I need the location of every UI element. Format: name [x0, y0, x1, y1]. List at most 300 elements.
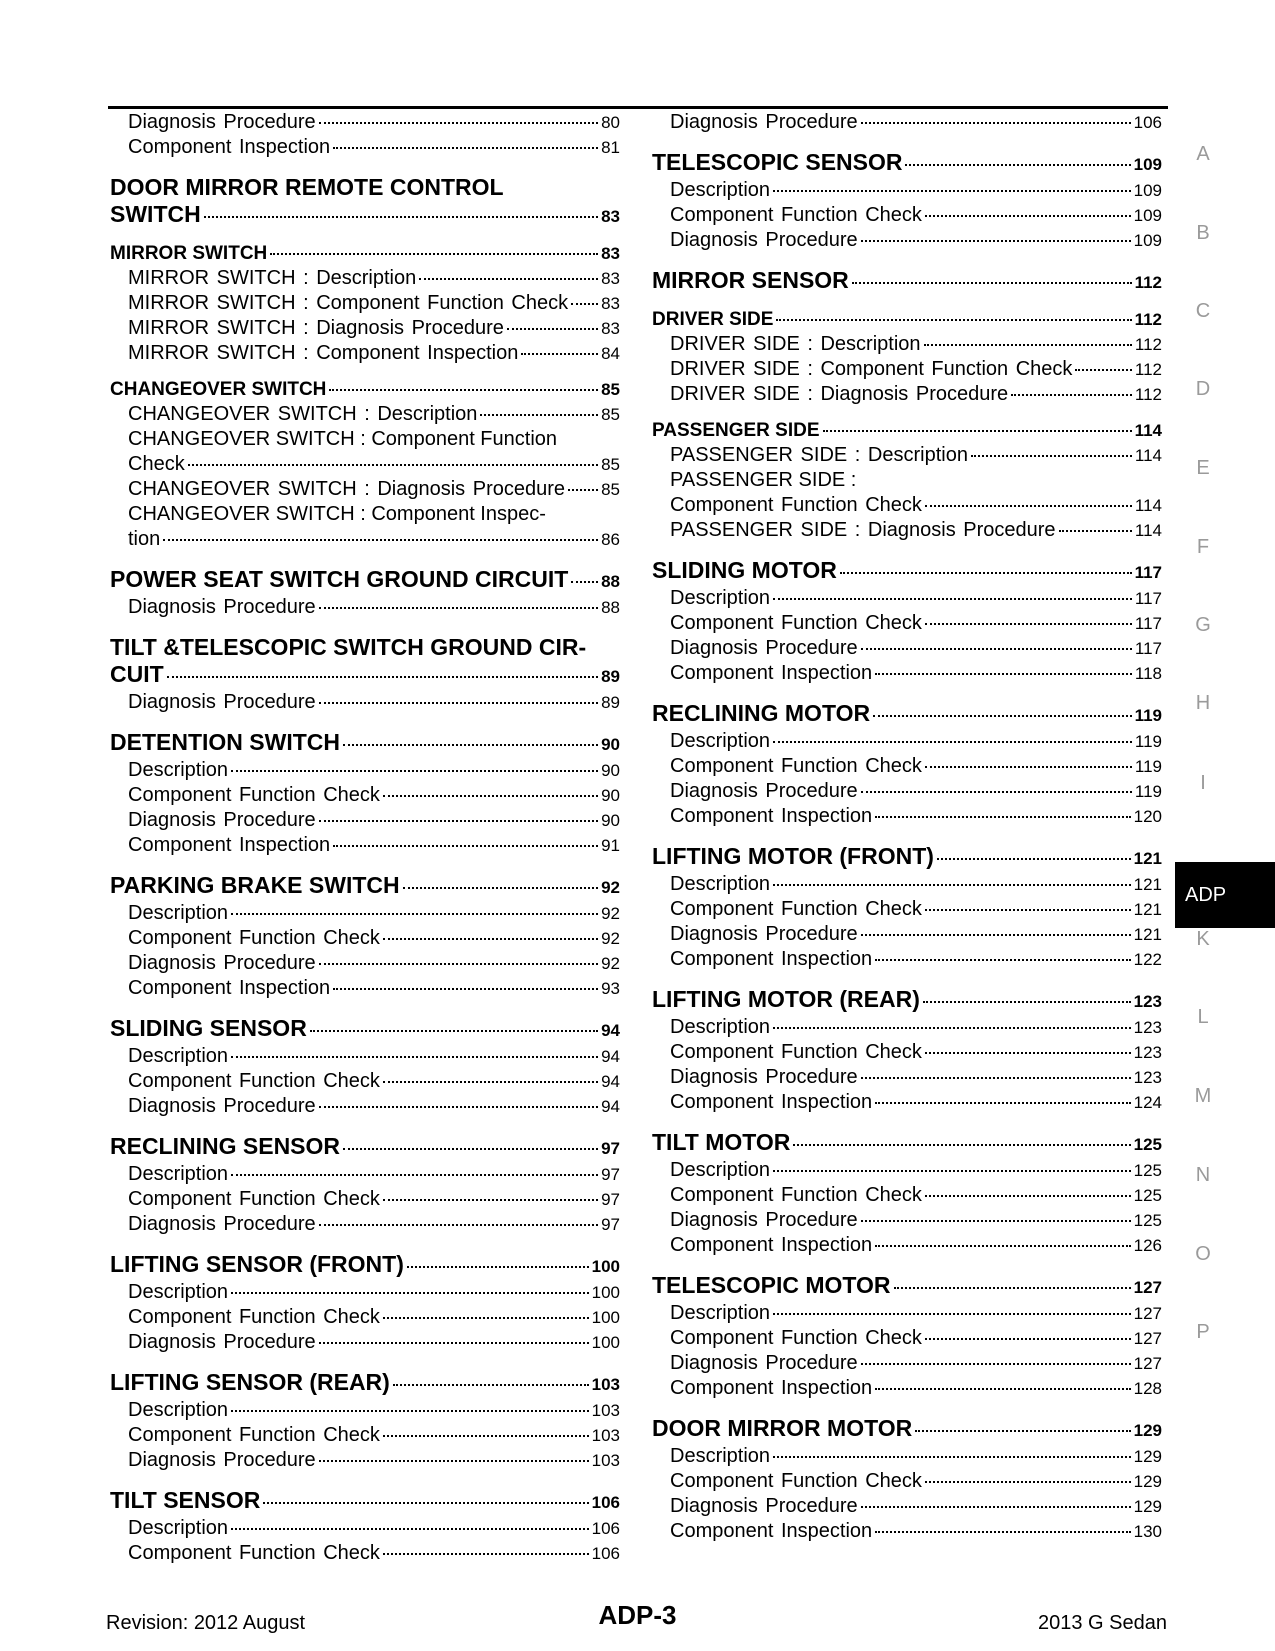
toc-page-number: 112 [1134, 310, 1162, 329]
toc-entry[interactable] [652, 1301, 1162, 1326]
toc-entry-label: LIFTING MOTOR (FRONT) [652, 843, 934, 869]
toc-entry-label: Description [670, 873, 771, 895]
toc-entry-label: Description [128, 759, 229, 781]
toc-page-number: 123 [1133, 992, 1162, 1011]
toc-page-number: 106 [591, 1519, 620, 1538]
toc-entry[interactable] [110, 341, 620, 366]
toc-page-number: 93 [601, 979, 620, 998]
toc-page-number: 97 [601, 1165, 620, 1184]
section-tab-h[interactable]: H [1195, 692, 1211, 714]
toc-entry[interactable] [652, 636, 1162, 661]
toc-entry-label: tion [128, 528, 161, 550]
toc-page-number: 90 [601, 735, 620, 754]
section-tab-b[interactable]: B [1196, 222, 1210, 244]
toc-entry-label: Description [670, 587, 771, 609]
toc-page-number: 123 [1133, 1068, 1162, 1087]
dot-leader [875, 1245, 1130, 1247]
toc-entry-label: Diagnosis Procedure [670, 780, 858, 802]
toc-page-number: 129 [1133, 1447, 1162, 1466]
toc-page-number: 94 [601, 1047, 620, 1066]
toc-entry[interactable] [652, 382, 1162, 407]
dot-leader [793, 1144, 1130, 1146]
toc-entry[interactable] [652, 178, 1162, 203]
toc-entry[interactable] [110, 976, 620, 1001]
toc-page-number: 112 [1134, 335, 1162, 354]
toc-section[interactable] [652, 986, 1162, 1015]
dot-leader [393, 1384, 589, 1386]
dot-leader [925, 909, 1131, 911]
dot-leader [231, 1528, 589, 1530]
dot-leader [873, 715, 1131, 717]
toc-entry[interactable] [110, 1330, 620, 1355]
toc-entry-label: Component Inspection [670, 1091, 873, 1113]
toc-entry-label: PASSENGER SIDE : Diagnosis Procedure [670, 519, 1056, 541]
toc-entry-label: SLIDING SENSOR [110, 1015, 307, 1041]
section-tab-m[interactable]: M [1194, 1085, 1212, 1107]
toc-entry[interactable] [110, 1541, 620, 1566]
toc-entry-label: PASSENGER SIDE : Description [670, 444, 968, 466]
toc-page-number: 114 [1134, 521, 1162, 540]
section-tab-active[interactable]: ADP [1175, 862, 1275, 928]
dot-leader [840, 572, 1132, 574]
section-tab-d[interactable]: D [1195, 378, 1211, 400]
toc-page-number: 94 [601, 1021, 620, 1040]
toc-entry[interactable] [652, 1519, 1162, 1544]
toc-entry[interactable] [652, 357, 1162, 382]
toc-section[interactable] [652, 1415, 1162, 1444]
toc-entry-label: Diagnosis Procedure [128, 952, 316, 974]
dot-leader [773, 598, 1132, 600]
toc-entry-label: Diagnosis Procedure [670, 1495, 858, 1517]
dot-leader [568, 489, 598, 491]
toc-entry[interactable] [110, 110, 620, 135]
toc-page-number: 85 [601, 455, 620, 474]
toc-entry-label: Component Inspection [128, 977, 331, 999]
toc-section[interactable] [110, 661, 620, 690]
toc-page-number: 97 [601, 1190, 620, 1209]
toc-entry[interactable] [652, 779, 1162, 804]
dot-leader [773, 1170, 1131, 1172]
toc-page-number: 112 [1134, 273, 1162, 292]
footer-page-id: ADP-3 [598, 1600, 677, 1630]
toc-entry[interactable] [652, 729, 1162, 754]
dot-leader [204, 216, 598, 218]
toc-entry-label: Component Function Check [128, 1424, 380, 1446]
toc-entry[interactable] [652, 1469, 1162, 1494]
toc-page-number: 128 [1133, 1379, 1162, 1398]
toc-section[interactable] [110, 1487, 620, 1516]
toc-entry[interactable] [652, 661, 1162, 686]
toc-page-number: 103 [591, 1451, 620, 1470]
dot-leader [231, 1292, 589, 1294]
toc-page-number: 112 [1134, 385, 1162, 404]
toc-entry[interactable] [110, 1423, 620, 1448]
toc-entry[interactable] [110, 951, 620, 976]
toc-page-number: 100 [591, 1333, 620, 1352]
toc-entry-label: DRIVER SIDE : Diagnosis Procedure [670, 383, 1009, 405]
dot-leader [383, 938, 598, 940]
dot-leader [383, 1435, 589, 1437]
toc-entry-label: Component Function Check [128, 1306, 380, 1328]
dot-leader [861, 122, 1131, 124]
toc-page-number: 83 [601, 207, 620, 226]
toc-page-number: 103 [591, 1401, 620, 1420]
toc-page-number: 90 [601, 761, 620, 780]
toc-page-number: 121 [1133, 925, 1162, 944]
section-tab-c[interactable]: C [1195, 300, 1211, 322]
toc-entry-label: Component Inspection [670, 948, 873, 970]
toc-page-number: 127 [1133, 1278, 1162, 1297]
toc-entry[interactable] [652, 1233, 1162, 1258]
dot-leader [521, 353, 598, 355]
toc-entry-label: Description [670, 1302, 771, 1324]
toc-entry-label: Diagnosis Procedure [128, 1095, 316, 1117]
dot-leader [925, 766, 1132, 768]
toc-entry[interactable] [110, 926, 620, 951]
section-tab-k[interactable]: K [1196, 928, 1210, 950]
toc-entry-label: Diagnosis Procedure [128, 1449, 316, 1471]
toc-page-number: 117 [1134, 639, 1162, 658]
toc-entry-label: Description [128, 1163, 229, 1185]
toc-page-number: 124 [1133, 1093, 1162, 1112]
toc-entry[interactable] [110, 595, 620, 620]
toc-section[interactable] [110, 1133, 620, 1162]
toc-page-number: 106 [591, 1493, 620, 1512]
toc-entry-continuation: CHANGEOVER SWITCH : Component Function [128, 428, 558, 450]
toc-section[interactable] [652, 557, 1162, 586]
toc-page-number: 100 [591, 1257, 620, 1276]
toc-entry[interactable] [110, 1448, 620, 1473]
toc-entry-label: CUIT [110, 661, 164, 687]
section-tab-i[interactable]: I [1200, 772, 1206, 794]
section-tab-l[interactable]: L [1197, 1006, 1209, 1028]
toc-entry[interactable] [110, 1516, 620, 1541]
toc-entry[interactable] [652, 1015, 1162, 1040]
toc-entry[interactable] [652, 611, 1162, 636]
dot-leader [403, 887, 598, 889]
toc-entry-label: Check [128, 453, 185, 475]
dot-leader [924, 344, 1132, 346]
dot-leader [915, 1430, 1130, 1432]
toc-entry-label: Component Inspection [670, 805, 873, 827]
toc-entry[interactable] [110, 758, 620, 783]
toc-section[interactable] [652, 1129, 1162, 1158]
toc-entry[interactable] [652, 443, 1162, 468]
toc-entry[interactable] [110, 1044, 620, 1069]
toc-page-number: 100 [591, 1283, 620, 1302]
toc-section[interactable] [110, 872, 620, 901]
toc-page-number: 123 [1133, 1018, 1162, 1037]
toc-entry[interactable] [110, 402, 620, 427]
toc-entry[interactable] [110, 783, 620, 808]
toc-entry[interactable] [652, 493, 1162, 518]
toc-entry-label: CHANGEOVER SWITCH [110, 379, 327, 400]
dot-leader [163, 539, 598, 541]
dot-leader [319, 607, 598, 609]
toc-page-number: 90 [601, 786, 620, 805]
toc-page-number: 127 [1133, 1329, 1162, 1348]
dot-leader [925, 1052, 1131, 1054]
toc-entry[interactable] [110, 291, 620, 316]
toc-page-number: 109 [1133, 231, 1162, 250]
toc-entry[interactable] [110, 135, 620, 160]
toc-section[interactable] [110, 201, 620, 230]
toc-entry[interactable] [110, 1398, 620, 1423]
toc-entry-label: SLIDING MOTOR [652, 557, 837, 583]
section-tab-g[interactable]: G [1195, 614, 1211, 636]
dot-leader [861, 1363, 1131, 1365]
toc-entry[interactable] [110, 1069, 620, 1094]
toc-entry-continuation: PASSENGER SIDE : [670, 469, 857, 491]
toc-entry-label: DRIVER SIDE : Description [670, 333, 921, 355]
dot-leader [319, 1342, 589, 1344]
dot-leader [333, 988, 598, 990]
toc-entry-label: Component Function Check [128, 1070, 380, 1092]
toc-entry-label: Description [670, 730, 771, 752]
dot-leader [875, 673, 1132, 675]
toc-entry[interactable] [110, 452, 620, 477]
toc-entry-label: MIRROR SWITCH : Component Function Check [128, 292, 569, 314]
toc-section[interactable] [110, 566, 620, 595]
toc-section[interactable] [110, 1369, 620, 1398]
section-tab-e[interactable]: E [1196, 457, 1210, 479]
toc-entry-label: DRIVER SIDE : Component Function Check [670, 358, 1073, 380]
toc-page-number: 125 [1133, 1135, 1162, 1154]
toc-section[interactable] [110, 729, 620, 758]
toc-entry[interactable] [652, 1376, 1162, 1401]
toc-page-number: 97 [601, 1215, 620, 1234]
toc-entry-label: DETENTION SWITCH [110, 729, 340, 755]
section-tab-f[interactable]: F [1196, 536, 1210, 558]
toc-entry[interactable] [652, 1158, 1162, 1183]
dot-leader [188, 464, 598, 466]
toc-page-number: 88 [601, 572, 620, 591]
toc-entry-label: Component Function Check [670, 1041, 922, 1063]
toc-page-number: 129 [1133, 1497, 1162, 1516]
toc-section[interactable] [652, 700, 1162, 729]
dot-leader [773, 884, 1131, 886]
toc-entry-label: TILT SENSOR [110, 1487, 261, 1513]
toc-page-number: 112 [1134, 360, 1162, 379]
toc-entry[interactable] [110, 1212, 620, 1237]
toc-subsection[interactable] [110, 242, 620, 266]
toc-entry[interactable] [110, 808, 620, 833]
toc-entry[interactable] [652, 1494, 1162, 1519]
toc-entry[interactable] [652, 1444, 1162, 1469]
toc-entry[interactable] [652, 1040, 1162, 1065]
toc-entry-label: Component Function Check [128, 784, 380, 806]
section-tab-n[interactable]: N [1195, 1164, 1211, 1186]
section-tab-a[interactable]: A [1196, 143, 1210, 165]
toc-entry[interactable] [652, 332, 1162, 357]
toc-entry[interactable] [652, 804, 1162, 829]
dot-leader [971, 455, 1132, 457]
toc-page-number: 130 [1133, 1522, 1162, 1541]
toc-subsection[interactable] [652, 419, 1162, 443]
toc-page-number: 92 [601, 954, 620, 973]
toc-entry-label: CHANGEOVER SWITCH : Diagnosis Procedure [128, 478, 566, 500]
toc-entry[interactable] [110, 266, 620, 291]
dot-leader [383, 1553, 589, 1555]
toc-entry[interactable] [110, 1094, 620, 1119]
toc-page-number: 81 [601, 138, 620, 157]
toc-page-number: 117 [1134, 614, 1162, 633]
toc-page-number: 126 [1133, 1236, 1162, 1255]
toc-entry[interactable] [110, 477, 620, 502]
toc-entry[interactable] [652, 872, 1162, 897]
toc-entry[interactable] [110, 833, 620, 858]
dot-leader [861, 648, 1132, 650]
toc-section[interactable] [110, 1251, 620, 1280]
toc-entry[interactable] [652, 754, 1162, 779]
dot-leader [329, 389, 598, 391]
toc-section[interactable] [652, 1272, 1162, 1301]
dot-leader [270, 253, 598, 255]
toc-page-number: 120 [1133, 807, 1162, 826]
toc-entry-label: LIFTING MOTOR (REAR) [652, 986, 920, 1012]
toc-section[interactable] [652, 267, 1162, 296]
dot-leader [333, 845, 598, 847]
toc-entry-label: Diagnosis Procedure [670, 637, 858, 659]
toc-page-number: 91 [601, 836, 620, 855]
toc-entry[interactable] [652, 922, 1162, 947]
dot-leader [1059, 530, 1132, 532]
toc-entry[interactable] [652, 1351, 1162, 1376]
toc-entry-label: MIRROR SWITCH : Component Inspection [128, 342, 519, 364]
toc-entry-label: DOOR MIRROR MOTOR [652, 1415, 913, 1441]
toc-entry[interactable] [652, 228, 1162, 253]
toc-entry-label: Component Function Check [670, 1470, 922, 1492]
toc-entry-label: Component Function Check [670, 494, 922, 516]
toc-page-number: 106 [591, 1544, 620, 1563]
toc-page-number: 84 [601, 344, 620, 363]
toc-section[interactable] [652, 149, 1162, 178]
toc-page-number: 117 [1134, 563, 1162, 582]
toc-subsection[interactable] [652, 308, 1162, 332]
toc-entry-label: TELESCOPIC SENSOR [652, 149, 903, 175]
dot-leader [319, 963, 598, 965]
toc-entry-label: TELESCOPIC MOTOR [652, 1272, 891, 1298]
dot-leader [419, 278, 598, 280]
dot-leader [231, 1410, 589, 1412]
toc-entry-label: Description [128, 902, 229, 924]
dot-leader [773, 1313, 1131, 1315]
dot-leader [823, 430, 1132, 432]
toc-entry-label: Component Inspection [128, 136, 331, 158]
toc-entry[interactable] [110, 527, 620, 552]
dot-leader [773, 1027, 1131, 1029]
dot-leader [875, 959, 1130, 961]
toc-entry-label: Component Function Check [670, 755, 922, 777]
dot-leader [894, 1287, 1131, 1289]
toc-entry[interactable] [652, 1065, 1162, 1090]
dot-leader [1011, 394, 1132, 396]
toc-entry-label: MIRROR SENSOR [652, 267, 849, 293]
toc-page-number: 92 [601, 904, 620, 923]
toc-entry-label: Description [128, 1517, 229, 1539]
dot-leader [861, 1220, 1131, 1222]
toc-entry-label: Description [128, 1045, 229, 1067]
toc-entry[interactable] [652, 518, 1162, 543]
dot-leader [383, 795, 598, 797]
toc-entry[interactable] [652, 897, 1162, 922]
section-tab-p[interactable]: P [1196, 1321, 1210, 1343]
toc-entry[interactable] [652, 1090, 1162, 1115]
toc-entry[interactable] [652, 203, 1162, 228]
toc-page-number: 89 [601, 667, 620, 686]
toc-entry[interactable] [652, 1326, 1162, 1351]
toc-entry[interactable] [110, 316, 620, 341]
section-tab-o[interactable]: O [1195, 1243, 1211, 1265]
toc-entry[interactable] [110, 901, 620, 926]
dot-leader [407, 1266, 589, 1268]
dot-leader [231, 770, 598, 772]
toc-entry[interactable] [652, 586, 1162, 611]
toc-entry[interactable] [652, 947, 1162, 972]
toc-page-number: 121 [1133, 849, 1162, 868]
dot-leader [861, 934, 1131, 936]
toc-entry-label: Component Function Check [670, 898, 922, 920]
toc-entry-label: MIRROR SWITCH : Diagnosis Procedure [128, 317, 504, 339]
toc-section[interactable] [652, 843, 1162, 872]
dot-leader [167, 676, 598, 678]
dot-leader [231, 1174, 598, 1176]
dot-leader [773, 741, 1132, 743]
toc-subsection[interactable] [110, 378, 620, 402]
toc-entry[interactable] [652, 1208, 1162, 1233]
toc-section[interactable] [110, 1015, 620, 1044]
toc-entry-label: CHANGEOVER SWITCH : Description [128, 403, 478, 425]
toc-page-number: 85 [601, 405, 620, 424]
toc-entry-label: Component Inspection [670, 1520, 873, 1542]
toc-left-column [110, 110, 620, 1566]
toc-entry-label: Diagnosis Procedure [670, 1209, 858, 1231]
toc-page-number: 86 [601, 530, 620, 549]
toc-entry-label: TILT MOTOR [652, 1129, 791, 1155]
toc-entry-label: Component Function Check [670, 1184, 922, 1206]
toc-page-number: 114 [1134, 496, 1162, 515]
top-rule [108, 106, 1168, 109]
toc-page-number: 97 [601, 1139, 620, 1158]
toc-entry[interactable] [110, 1280, 620, 1305]
dot-leader [343, 1148, 598, 1150]
dot-leader [905, 164, 1130, 166]
toc-entry[interactable] [652, 110, 1162, 135]
dot-leader [923, 1001, 1131, 1003]
toc-entry[interactable] [652, 1183, 1162, 1208]
toc-entry-label: Diagnosis Procedure [128, 1213, 316, 1235]
toc-page-number: 121 [1133, 900, 1162, 919]
toc-entry-label: Description [670, 1445, 771, 1467]
toc-entry-label: Diagnosis Procedure [670, 229, 858, 251]
dot-leader [937, 858, 1131, 860]
toc-entry-label: PASSENGER SIDE [652, 420, 820, 441]
dot-leader [319, 1460, 589, 1462]
toc-entry[interactable] [110, 690, 620, 715]
dot-leader [861, 1077, 1131, 1079]
toc-entry[interactable] [110, 1162, 620, 1187]
dot-leader [333, 147, 598, 149]
toc-entry-label: Diagnosis Procedure [670, 111, 858, 133]
toc-entry-label: Component Function Check [128, 927, 380, 949]
toc-entry-continuation: TILT &TELESCOPIC SWITCH GROUND CIR- [110, 634, 587, 660]
dot-leader [383, 1081, 598, 1083]
toc-entry[interactable] [110, 1187, 620, 1212]
toc-entry-label: Component Function Check [670, 204, 922, 226]
dot-leader [925, 1195, 1131, 1197]
toc-entry[interactable] [110, 1305, 620, 1330]
toc-entry-label: POWER SEAT SWITCH GROUND CIRCUIT [110, 566, 569, 592]
